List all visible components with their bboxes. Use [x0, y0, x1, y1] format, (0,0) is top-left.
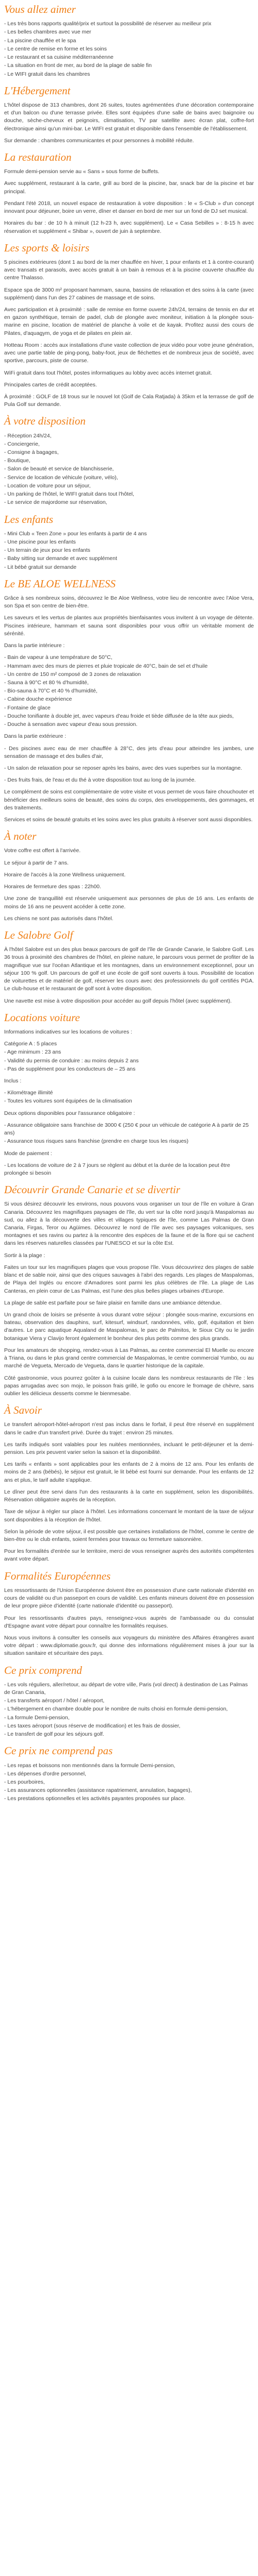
list-item: - Les prestations optionnelles et les activités payantes proposées sur place. [4, 1795, 186, 1802]
paragraph: Le dîner peut être servi dans l'un des restaurants à la carte en supplément, selon les disponibilités. Réservation obligatoire auprès de la réception. [4, 1488, 254, 1503]
list-item: Catégorie A : 5 places [4, 1041, 57, 1047]
paragraph: L'hôtel dispose de 313 chambres, dont 26 suites, toutes agrémentées d'une décoration contemporaine et d'un balcon ou d'une terrasse privée. Elles sont équipées d'une salle de bains avec baignoire ou douche, sèche-cheveux et peignoirs, climatisation, TV par satellite avec écran plat, coffre-fort électronique ainsi qu'un mini-bar. Le WIFI est gratuit et disponible dans l'ensemble de l'établissement. [4, 101, 254, 132]
highlights-list [4, 20, 254, 78]
paragraph: Avec supplément, restaurant à la carte, grill au bord de la piscine, bar, snack bar de la piscine et bar principal. [4, 180, 254, 195]
paragraph: Inclus : [4, 1078, 22, 1084]
list-item: - Une piscine pour les enfants [4, 538, 76, 545]
paragraph: - Des piscines avec eau de mer chauffée à 28°C, des jets d'eau pour atteindre les jambes, une sensation de massage et des bulles d'air, [4, 745, 254, 759]
paragraph: Espace spa de 3000 m² proposant hammam, sauna, bassins de relaxation et des soins à la carte (avec supplément) dans l'un des 27 cabines de massage et de soins. [4, 286, 254, 301]
section-title: Ce prix comprend [4, 1664, 82, 1676]
paragraph: WiFi gratuit dans tout l'hôtel, postes informatiques au lobby avec accès internet gratuit. [4, 369, 212, 376]
paragraph: Dans la partie extérieure : [4, 733, 67, 740]
section-title: À Savoir [4, 1404, 42, 1417]
section-title: Le Salobre Golf [4, 929, 73, 941]
list-item: - Les très bons rapports qualité/prix et surtout la possibilité de réserver au meilleur prix [4, 21, 212, 27]
page [4, 3, 254, 1803]
paragraph: Grâce à ses nombreux soins, découvrez le Be Aloe Wellness, votre lieu de rencontre avec l'Aloe Vera, son Spa et son centre de bien-être. [4, 595, 254, 609]
section-title: Locations voiture [4, 1011, 80, 1024]
paragraph: Les chiens ne sont pas autorisés dans l'hôtel. [4, 915, 114, 922]
paragraph: Côté gastronomie, vous pourrez goûter à la cuisine locale dans les nombreux restaurants de l'île : les papas arrugadas avec son mojo, le poisson frais grillé, le gofio ou encore le fromage de chèvre, sans oublier les délicieux desserts comme le bienmesabe. [4, 1375, 254, 1397]
list-item: - Le WIFI gratuit dans les chambres [4, 71, 90, 77]
list-item: - Lit bébé gratuit sur demande [4, 564, 77, 570]
section-prix-comprend [4, 1664, 254, 1739]
section-a-savoir [4, 1404, 254, 1563]
car-included-list [4, 1089, 254, 1105]
paragraph: Votre coffre est offert à l'arrivée. [4, 848, 81, 854]
car-payment-list [4, 1162, 254, 1177]
list-item: - La formule Demi-pension, [4, 1714, 70, 1721]
paragraph: À l'hôtel Salobre est un des plus beaux parcours de golf de l'île de Grande Canarie, le Salobre Golf. Les 36 trous à proximité des chambres de l'hôtel, en pleine nature, le parcours vous permet de profiter de la magnifique vue sur l'océan Atlantique et les montagnes, dans un environnement exceptionnel, pour un séjour 100 % golf. Un parcours de golf et une école de golf sont ouverts à tous. Possibilité de location de voiturettes et de matériel de golf, réserver les cours avec des professionnels du golf certifiés PGA. Le club-house et le restaurant de golf sont à votre disposition. [4, 946, 254, 992]
section-title: Les sports & loisirs [4, 241, 90, 254]
list-item: - Kilométrage illimité [4, 1090, 53, 1096]
list-item: - Hammam avec des murs de pierres et pluie tropicale de 40°C, bain de sel et d'huile [4, 663, 208, 669]
list-item: - Pas de supplément pour les conducteurs de – 25 ans [4, 1065, 136, 1072]
list-item: - Les vols réguliers, aller/retour, au départ de votre ville, Paris (vol direct) à destination de Las Palmas de Gran Canaria, [4, 1681, 248, 1696]
paragraph: Sur demande : chambres communicantes et pour personnes à mobilité réduite. [4, 137, 194, 144]
paragraph: Le transfert aéroport-hôtel-aéroport n'est pas inclus dans le forfait, il peut être réservé en supplément dans le cadre d'un transfert privé. Durée du trajet : environ 25 minutes. [4, 1421, 254, 1436]
list-item: - Les repas et boissons non mentionnés dans la formule Demi-pension, [4, 1762, 175, 1769]
paragraph: Formule demi-pension servie au « Sans » sous forme de buffets. [4, 168, 159, 175]
paragraph: Si vous désirez découvrir les environs, nous pouvons vous organiser un tour de l'île en voiture à Gran Canaria. Découvrez les magnifiques paysages de l'île, du vert sur la côte nord jusqu'à Maspalomas au sud, ou allez à la découverte des villes et villages typiques de l'île, comme Las Palmas de Gran Canaria, Firgas, Teror ou Agüimes. Découvrez le nord de l'île avec ses paysages volcaniques, ses montagnes et ses ravins ou partez à la rencontre des espèces de la faune et de la flore qui se cachent dans les réserves naturelles classées par l'UNESCO et sur la côte Est. [4, 1201, 254, 1247]
paragraph: La plage de sable est parfaite pour se faire plaisir en famille dans une ambiance détendue. [4, 1299, 222, 1306]
list-item: - La situation en front de mer, au bord de la plage de sable fin [4, 62, 152, 69]
section-prix-ne-comprend [4, 1744, 254, 1803]
paragraph: Deux options disponibles pour l'assurance obligatoire : [4, 1110, 135, 1116]
list-item: - Toutes les voitures sont équipées de la climatisation [4, 1098, 132, 1105]
paragraph: À proximité : GOLF de 18 trous sur le nouvel lot (Golf de Cala Ratjada) à 35km et la terrasse de golf de Pula Golf sur demande. [4, 393, 254, 408]
paragraph: Nous vous invitons à consulter les conseils aux voyageurs du ministère des Affaires étrangères avant votre départ : www.diplomatie.gouv.fr, qui donne des informations régulièrement mises à jour sur la situation sanitaire et sécuritaire des pays. [4, 1634, 254, 1657]
section-title: Ce prix ne comprend pas [4, 1744, 113, 1757]
car-category-list [4, 1040, 254, 1073]
section-title: À noter [4, 830, 37, 843]
paragraph: Pendant l'été 2018, un nouvel espace de restauration à votre disposition : le « S-Club » d'un concept innovant pour déjeuner, boire un verre, dîner et danser en bord de mer sur un fond de DJ set musical. [4, 200, 254, 215]
list-item: - Les taxes aéroport (sous réserve de modification) et les frais de dossier, [4, 1722, 181, 1729]
paragraph: 5 piscines extérieures (dont 1 au bord de la mer chauffée en hiver, 1 pour enfants et 1 à contre-courant) avec transats et parasols, avec accès gratuit à un bain à remous et à la piscine couverte chauffée du centre Thalasso. [4, 259, 254, 281]
paragraph: Les saveurs et les vertus de plantes aux propriétés bienfaisantes vous invitent à un voyage de détente. Piscines intérieure, hammam et sauna sont disponibles pour vous offrir un véritable moment de sérénité. [4, 615, 254, 637]
list-item: - Douche à sensation avec vapeur d'eau sous pression. [4, 721, 138, 728]
paragraph: Principales cartes de crédit acceptées. [4, 381, 97, 388]
paragraph: Horaires du bar : de 10 h à minuit (12 h-23 h, avec supplément). Le « Casa Sebilles » : 8-15 h avec réservation et supplément « Shibar », ouvert de juin à septembre. [4, 220, 254, 234]
list-item: - L'hébergement en chambre double pour le nombre de nuits choisi en formule demi-pension, [4, 1706, 228, 1713]
excluded-list [4, 1762, 254, 1803]
list-item: - Un centre de 150 m² composé de 3 zones de relaxation [4, 671, 141, 677]
list-item: - Douche tonifiante à double jet, avec vapeurs d'eau froide et tiède diffusée de la tête aux pieds, [4, 713, 234, 719]
list-item: - Assurance obligatoire sans franchise de 3000 € (250 € pour un véhicule de catégorie A à partir de 25 ans) [4, 1122, 249, 1137]
list-item: - Cabine douche expérience [4, 696, 72, 703]
paragraph: Les tarifs indiqués sont valables pour les nuitées mentionnées, incluant le petit-déjeuner et la demi-pension. Les prix peuvent varier selon la saison et la disponibilité. [4, 1441, 254, 1456]
list-item: - Baby sitting sur demande et avec supplément [4, 555, 117, 562]
paragraph: Horaires de fermeture des spas : 22h00. [4, 884, 101, 890]
section-hebergement [4, 84, 254, 145]
section-title: La restauration [4, 151, 72, 163]
list-item: - Les assurances optionnelles (assistance rapatriement, annulation, bagages), [4, 1787, 192, 1794]
section-title: Les enfants [4, 513, 54, 526]
list-item: - Salon de beauté et service de blanchisserie, [4, 466, 114, 472]
paragraph: Un grand choix de loisirs se présente à vous durant votre séjour : plongée sous-marine, excursions en bateau, observation des dauphins, surf, kitesurf, windsurf, randonnées, vélo, golf, équitation et bien d'autres. Le parc aquatique Aqualand de Maspalomas, le parc de Palmitos, le Sioux City ou le jardin botanique Viera y Clavijo feront également le bonheur des plus petits comme des plus grands. [4, 1312, 254, 1342]
list-item: - Consigne à bagages, [4, 449, 59, 456]
list-item: - La piscine chauffée et le spa [4, 37, 76, 44]
paragraph: - Des fruits frais, de l'eau et du thé à votre disposition tout au long de la journée. [4, 777, 196, 784]
list-item: - Le transfert de golf pour les séjours golf. [4, 1731, 104, 1738]
services-list [4, 432, 254, 507]
section-salobre-golf [4, 929, 254, 1005]
list-item: - Bio-sauna à 70°C et 40 % d'humidité, [4, 688, 98, 694]
list-item: - Les locations de voiture de 2 à 7 jours se règlent au début et la durée de la location peut être prolongée si besoin [4, 1162, 230, 1176]
list-item: - Validité du permis de conduire : au moins depuis 2 ans [4, 1057, 139, 1064]
paragraph: Pour les ressortissants d'autres pays, renseignez-vous auprès de l'ambassade ou du consulat d'Espagne avant votre départ pour connaître les formalités requises. [4, 1615, 254, 1629]
paragraph: Hotteau Room : accès aux installations d'une vaste collection de jeux vidéo pour votre jeune génération, avec une partie table de ping-pong, baby-foot, jeux de fléchettes et de nombreux jeux de société, avec sportive, parcours, piste de course. [4, 342, 254, 364]
wellness-indoor-list [4, 654, 254, 728]
section-locations-voiture [4, 1011, 254, 1177]
paragraph: Selon la période de votre séjour, il est possible que certaines installations de l'hôtel, comme le centre de bien-être ou le club enfants, soient fermées pour travaux ou fermeture saisonnière. [4, 1528, 254, 1543]
section-decouvrir [4, 1183, 254, 1398]
included-list [4, 1681, 254, 1739]
list-item: - Service de location de véhicule (voiture, vélo), [4, 474, 118, 481]
paragraph: Une navette est mise à votre disposition pour accéder au golf depuis l'hôtel (avec supplément). [4, 997, 232, 1004]
paragraph: Les tarifs « enfants » sont applicables pour les enfants de 2 à moins de 12 ans. Pour les enfants de moins de 2 ans (bébés), le séjour est gratuit, le lit bébé est fourni sur demande. Pour les enfants de 12 ans et plus, le tarif adulte s'applique. [4, 1461, 254, 1483]
paragraph: Avec participation et à proximité : salle de remise en forme ouverte 24h/24, terrains de tennis en dur et en gazon synthétique, terrain de padel, club de plongée avec moniteur, initiation à la plongée sous-marine en piscine, location de matériel de planche à voile et de kayak. Profitez aussi des cours de Pilates, d'aquagym, de yoga et de pilates en plein air. [4, 307, 254, 336]
list-item: - Location de voiture pour un séjour, [4, 482, 91, 489]
list-item: - Conciergerie, [4, 440, 40, 447]
paragraph: Mode de paiement : [4, 1150, 52, 1157]
paragraph: Horaire de l'accès à la zone Wellness uniquement. [4, 871, 126, 878]
list-item: - Boutique, [4, 457, 30, 464]
paragraph: Informations indicatives sur les locations de voitures : [4, 1028, 133, 1035]
list-item: - Fontaine de glace [4, 704, 51, 711]
section-vous-allez-aimer [4, 3, 254, 78]
car-insurance-list [4, 1122, 254, 1146]
section-formalites [4, 1570, 254, 1658]
section-title: Découvrir Grande Canarie et se divertir [4, 1183, 181, 1196]
paragraph: Services et soins de beauté gratuits et les soins avec les plus gratuits à réserver sont aussi disponibles. [4, 817, 253, 823]
section-sports-loisirs [4, 242, 254, 409]
section-enfants [4, 513, 254, 571]
list-item: - Réception 24h/24, [4, 432, 52, 439]
paragraph: Sortir à la plage : [4, 1252, 45, 1259]
paragraph: Le complément de soins est complémentaire de votre visite et vous permet de vous faire chouchouter et bénéficier des meilleurs soins de beauté, des soins du corps, des enveloppements, des gommages, et des traitements. [4, 789, 254, 811]
list-item: - Sauna à 90°C et 80 % d'humidité, [4, 680, 89, 686]
list-item: - Les transferts aéroport / hôtel / aéroport, [4, 1698, 105, 1704]
section-title: Le BE ALOE WELLNESS [4, 577, 116, 590]
kids-list [4, 530, 254, 571]
section-title: L'Hébergement [4, 84, 71, 97]
paragraph: Faites un tour sur les magnifiques plages que vous propose l'île. Vous découvrirez des plages de sable blanc et de sable noir, ainsi que des criques sauvages à l'abri des regards. Les plages de Maspalomas, de Playa del Inglés ou encore d'Amadores sont parmi les plus célèbres de l'île. La plage de Las Canteras, en plein cœur de Las Palmas, est l'une des plus belles plages urbaines d'Europe. [4, 1264, 254, 1294]
list-item: - Mini Club « Teen Zone » pour les enfants à partir de 4 ans [4, 530, 147, 537]
section-restauration [4, 151, 254, 235]
paragraph: Pour les amateurs de shopping, rendez-vous à Las Palmas, au centre commercial El Muelle ou encore à Triana, ou dans le plus grand centre commercial de Maspalomas, le centre commercial Yumbo, ou au marché de Vegueta, Mercado de Vegueta, dans le quartier historique de la capitale. [4, 1347, 254, 1369]
list-item: - Les dépenses d'ordre personnel, [4, 1770, 87, 1777]
paragraph: Les ressortissants de l'Union Européenne doivent être en possession d'une carte nationale d'identité en cours de validité ou d'un passeport en cours de validité. Les enfants mineurs doivent être en possession de leur propre pièce d'identité (carte nationale d'identité ou passeport). [4, 1587, 254, 1609]
section-title: Formalités Européennes [4, 1569, 111, 1582]
list-item: - Un terrain de jeux pour les enfants [4, 547, 90, 554]
list-item: - Les pourboires, [4, 1778, 45, 1785]
list-item: - Age minimum : 23 ans [4, 1049, 61, 1056]
list-item: - Les belles chambres avec vue mer [4, 29, 91, 36]
section-a-noter [4, 830, 254, 923]
section-disposition [4, 415, 254, 506]
list-item: - Assurance tous risques sans franchise (prendre en charge tous les risques) [4, 1138, 189, 1145]
paragraph: - Un salon de relaxation pour se reposer après les bains, avec des vues superbes sur la montagne. [4, 765, 243, 771]
list-item: - Un parking de l'hôtel, le WIFI gratuit dans tout l'hôtel, [4, 491, 135, 498]
paragraph: Pour les formalités d'entrée sur le territoire, merci de vous renseigner auprès des autorités compétentes avant votre départ. [4, 1548, 254, 1563]
section-be-aloe-wellness [4, 578, 254, 824]
list-item: - Le centre de remise en forme et les soins [4, 45, 107, 52]
paragraph: Une zone de tranquillité est réservée uniquement aux personnes de plus de 16 ans. Les enfants de moins de 16 ans ne peuvent accéder à cette zone. [4, 895, 254, 910]
paragraph: Taxe de séjour à régler sur place à l'hôtel. Les informations concernant le montant de la taxe de séjour sont disponibles à la réception de l'hôtel. [4, 1509, 254, 1523]
paragraph: Le séjour à partir de 7 ans. [4, 859, 69, 866]
section-title: Vous allez aimer [4, 3, 76, 15]
paragraph: Dans la partie intérieure : [4, 642, 65, 649]
list-item: - Le restaurant et sa cuisine méditerranéenne [4, 54, 114, 61]
list-item: - Bain de vapeur à une température de 50°C, [4, 654, 112, 661]
section-title: À votre disposition [4, 415, 86, 428]
list-item: - Le service de majordome sur réservation, [4, 499, 107, 506]
